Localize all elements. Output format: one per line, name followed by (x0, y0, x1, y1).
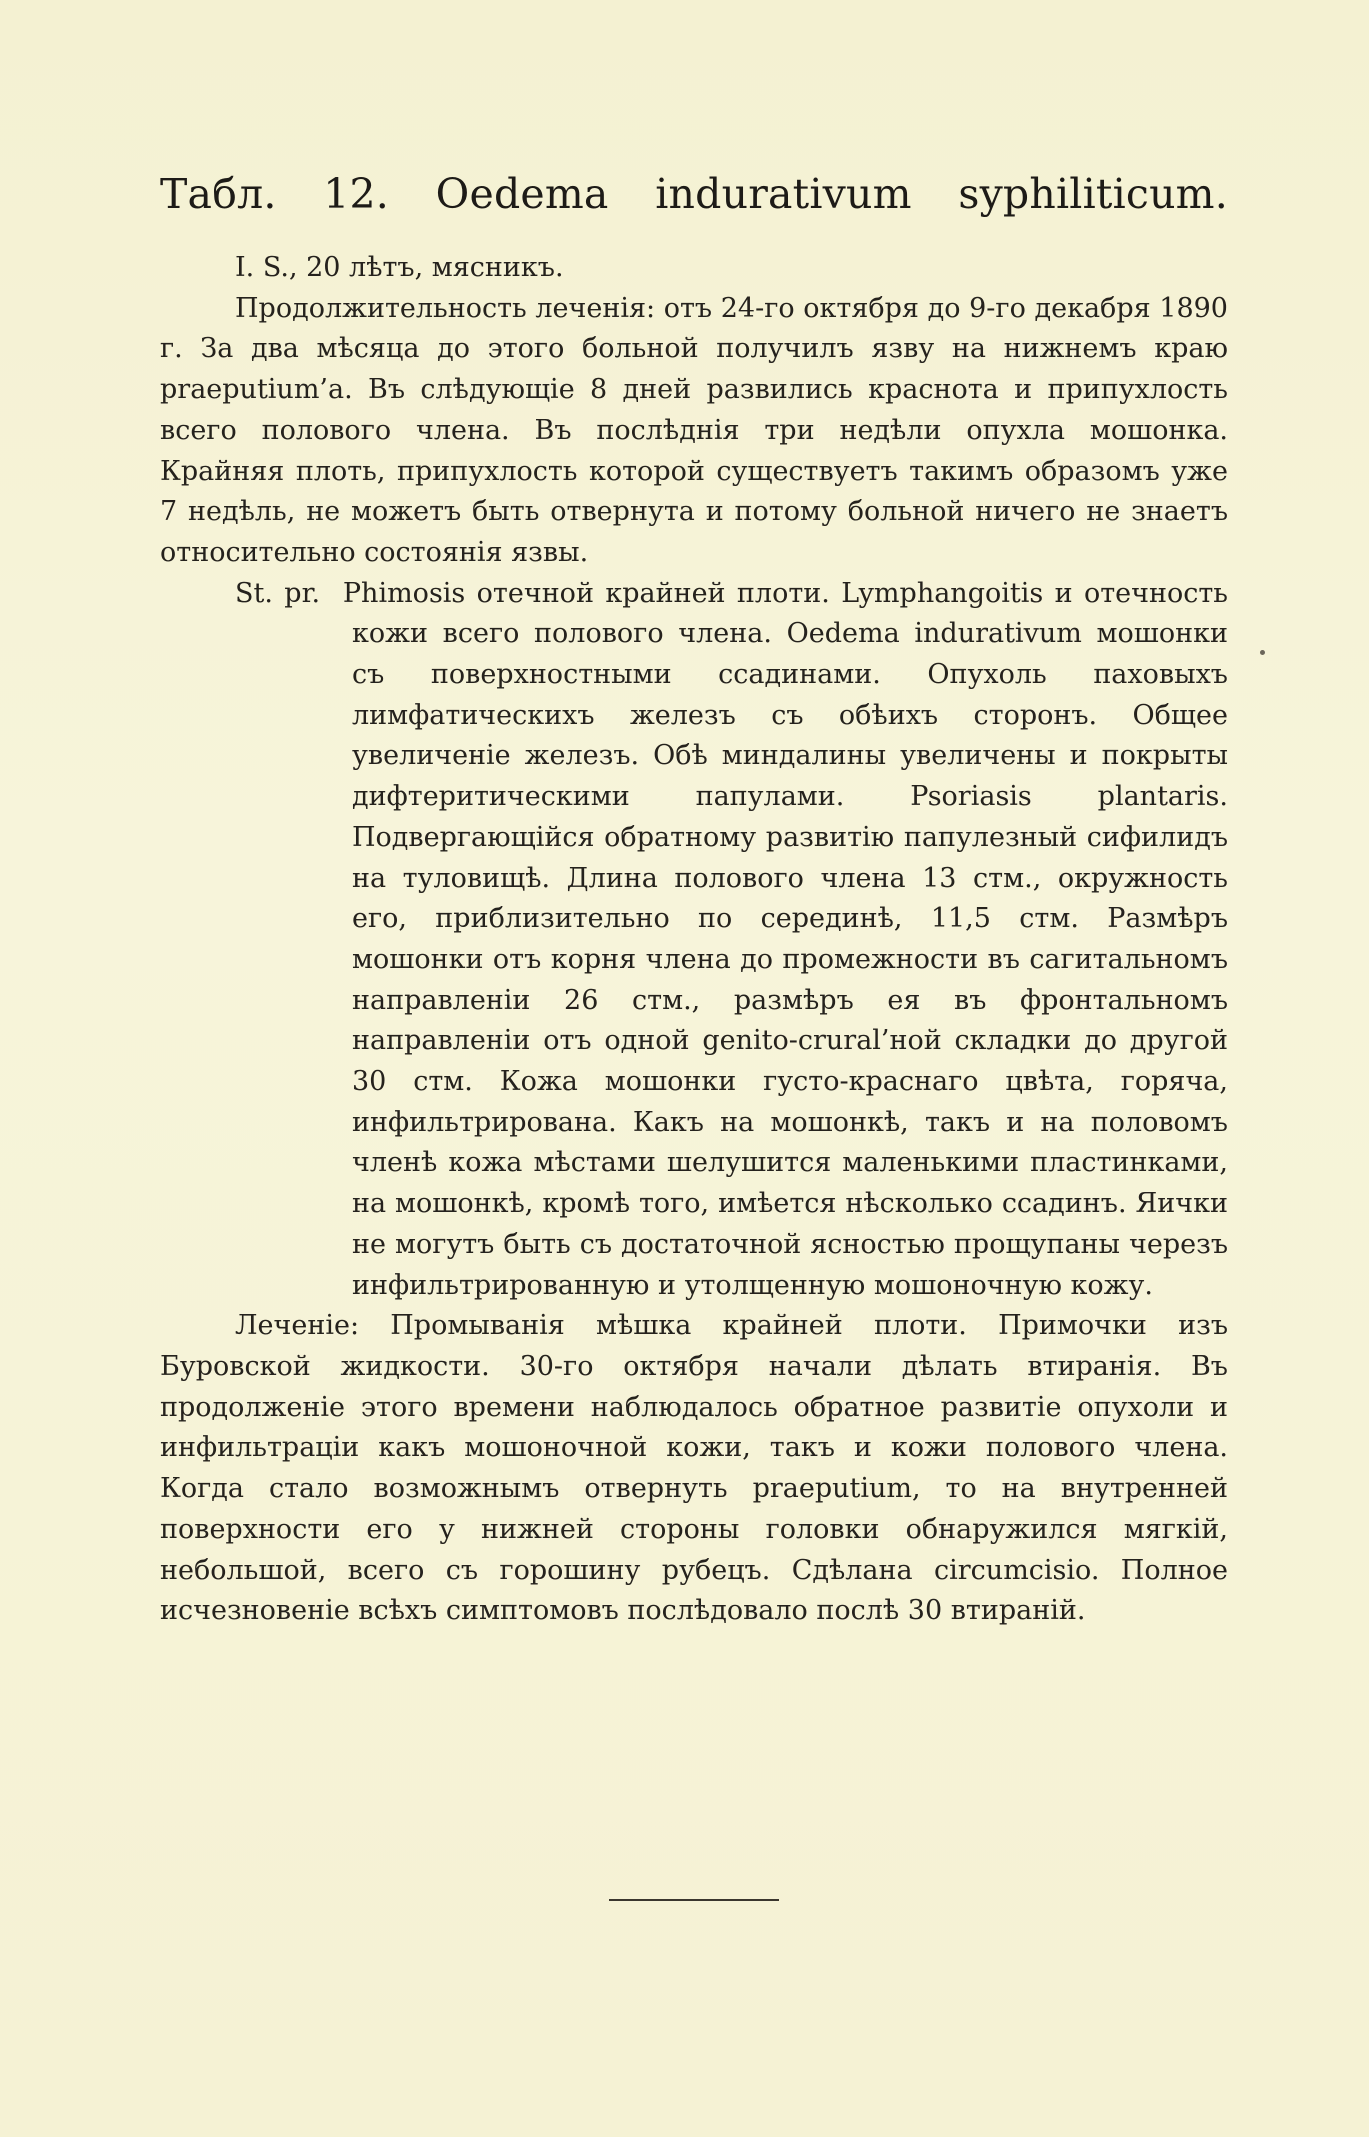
page-title: Табл. 12. Oedema indurativum syphiliticum. (160, 170, 1228, 218)
status-praesens-text: Phimosis отечной крайней плоти. Lymphangoitis и отечность кожи всего полового члена. Oedema indurativum мошонки съ поверхностными ссадинами. Опухоль паховыхъ лимфатическихъ железъ съ обѣихъ сторонъ. Общее увеличеніе железъ. Обѣ миндалины увеличены и покрыты дифтеритическими папулами. Psoriasis plantaris. Подвергающійся обратному развитію папулезный сифилидъ на туловищѣ. Длина полового члена 13 стм., окружность его, приблизительно по серединѣ, 11,5 стм. Размѣръ мошонки отъ корня члена до промежности въ сагитальномъ направленіи 26 стм., размѣръ ея въ фронтальномъ направленіи отъ одной genito-crural’ной складки до другой 30 стм. Кожа мошонки густо-краснаго цвѣта, горяча, инфильтрирована. Какъ на мошонкѣ, такъ и на половомъ членѣ кожа мѣстами шелушится маленькими пластинками, на мошонкѣ, кромѣ того, имѣется нѣсколько ссадинъ. Яички не могутъ быть съ достаточной ясностью прощупаны черезъ инфильтрированную и утолщенную мошоночную кожу. (342, 577, 1228, 1301)
case-text (160, 248, 1228, 1632)
treatment-paragraph: Леченіе: Промыванія мѣшка крайней плоти. Примочки изъ Буровской жидкости. 30-го октября начали дѣлать втиранія. Въ продолженіе этого времени наблюдалось обратное развитіе опухоли и инфильтраціи какъ мошоночной кожи, такъ и кожи полового члена. Когда стало возможнымъ отвернуть praeputium, то на внутренней поверхности его у нижней стороны головки обнаружился мягкій, небольшой, всего съ горошину рубецъ. Сдѣлана circumcisio. Полное исчезновеніе всѣхъ симптомовъ послѣдовало послѣ 30 втираній. (160, 1310, 1228, 1627)
end-rule (609, 1899, 779, 1901)
status-praesens-paragraph (160, 574, 1228, 1307)
history-paragraph: Продолжительность леченія: отъ 24-го октября до 9-го декабря 1890 г. За два мѣсяца до этого больной получилъ язву на нижнемъ краю praeputium’a. Въ слѣдующіе 8 дней развились краснота и припухлость всего полового члена. Въ послѣднія три недѣли опухла мошонка. Крайняя плоть, припухлость которой существуетъ такимъ образомъ уже 7 недѣль, не можетъ быть отвернута и потому больной ничего не знаетъ относительно состоянія язвы. (160, 292, 1228, 568)
status-praesens-label: St. pr. (235, 577, 321, 609)
patient-line: I. S., 20 лѣтъ, мясникъ. (235, 252, 564, 283)
ink-speck (1260, 650, 1265, 655)
